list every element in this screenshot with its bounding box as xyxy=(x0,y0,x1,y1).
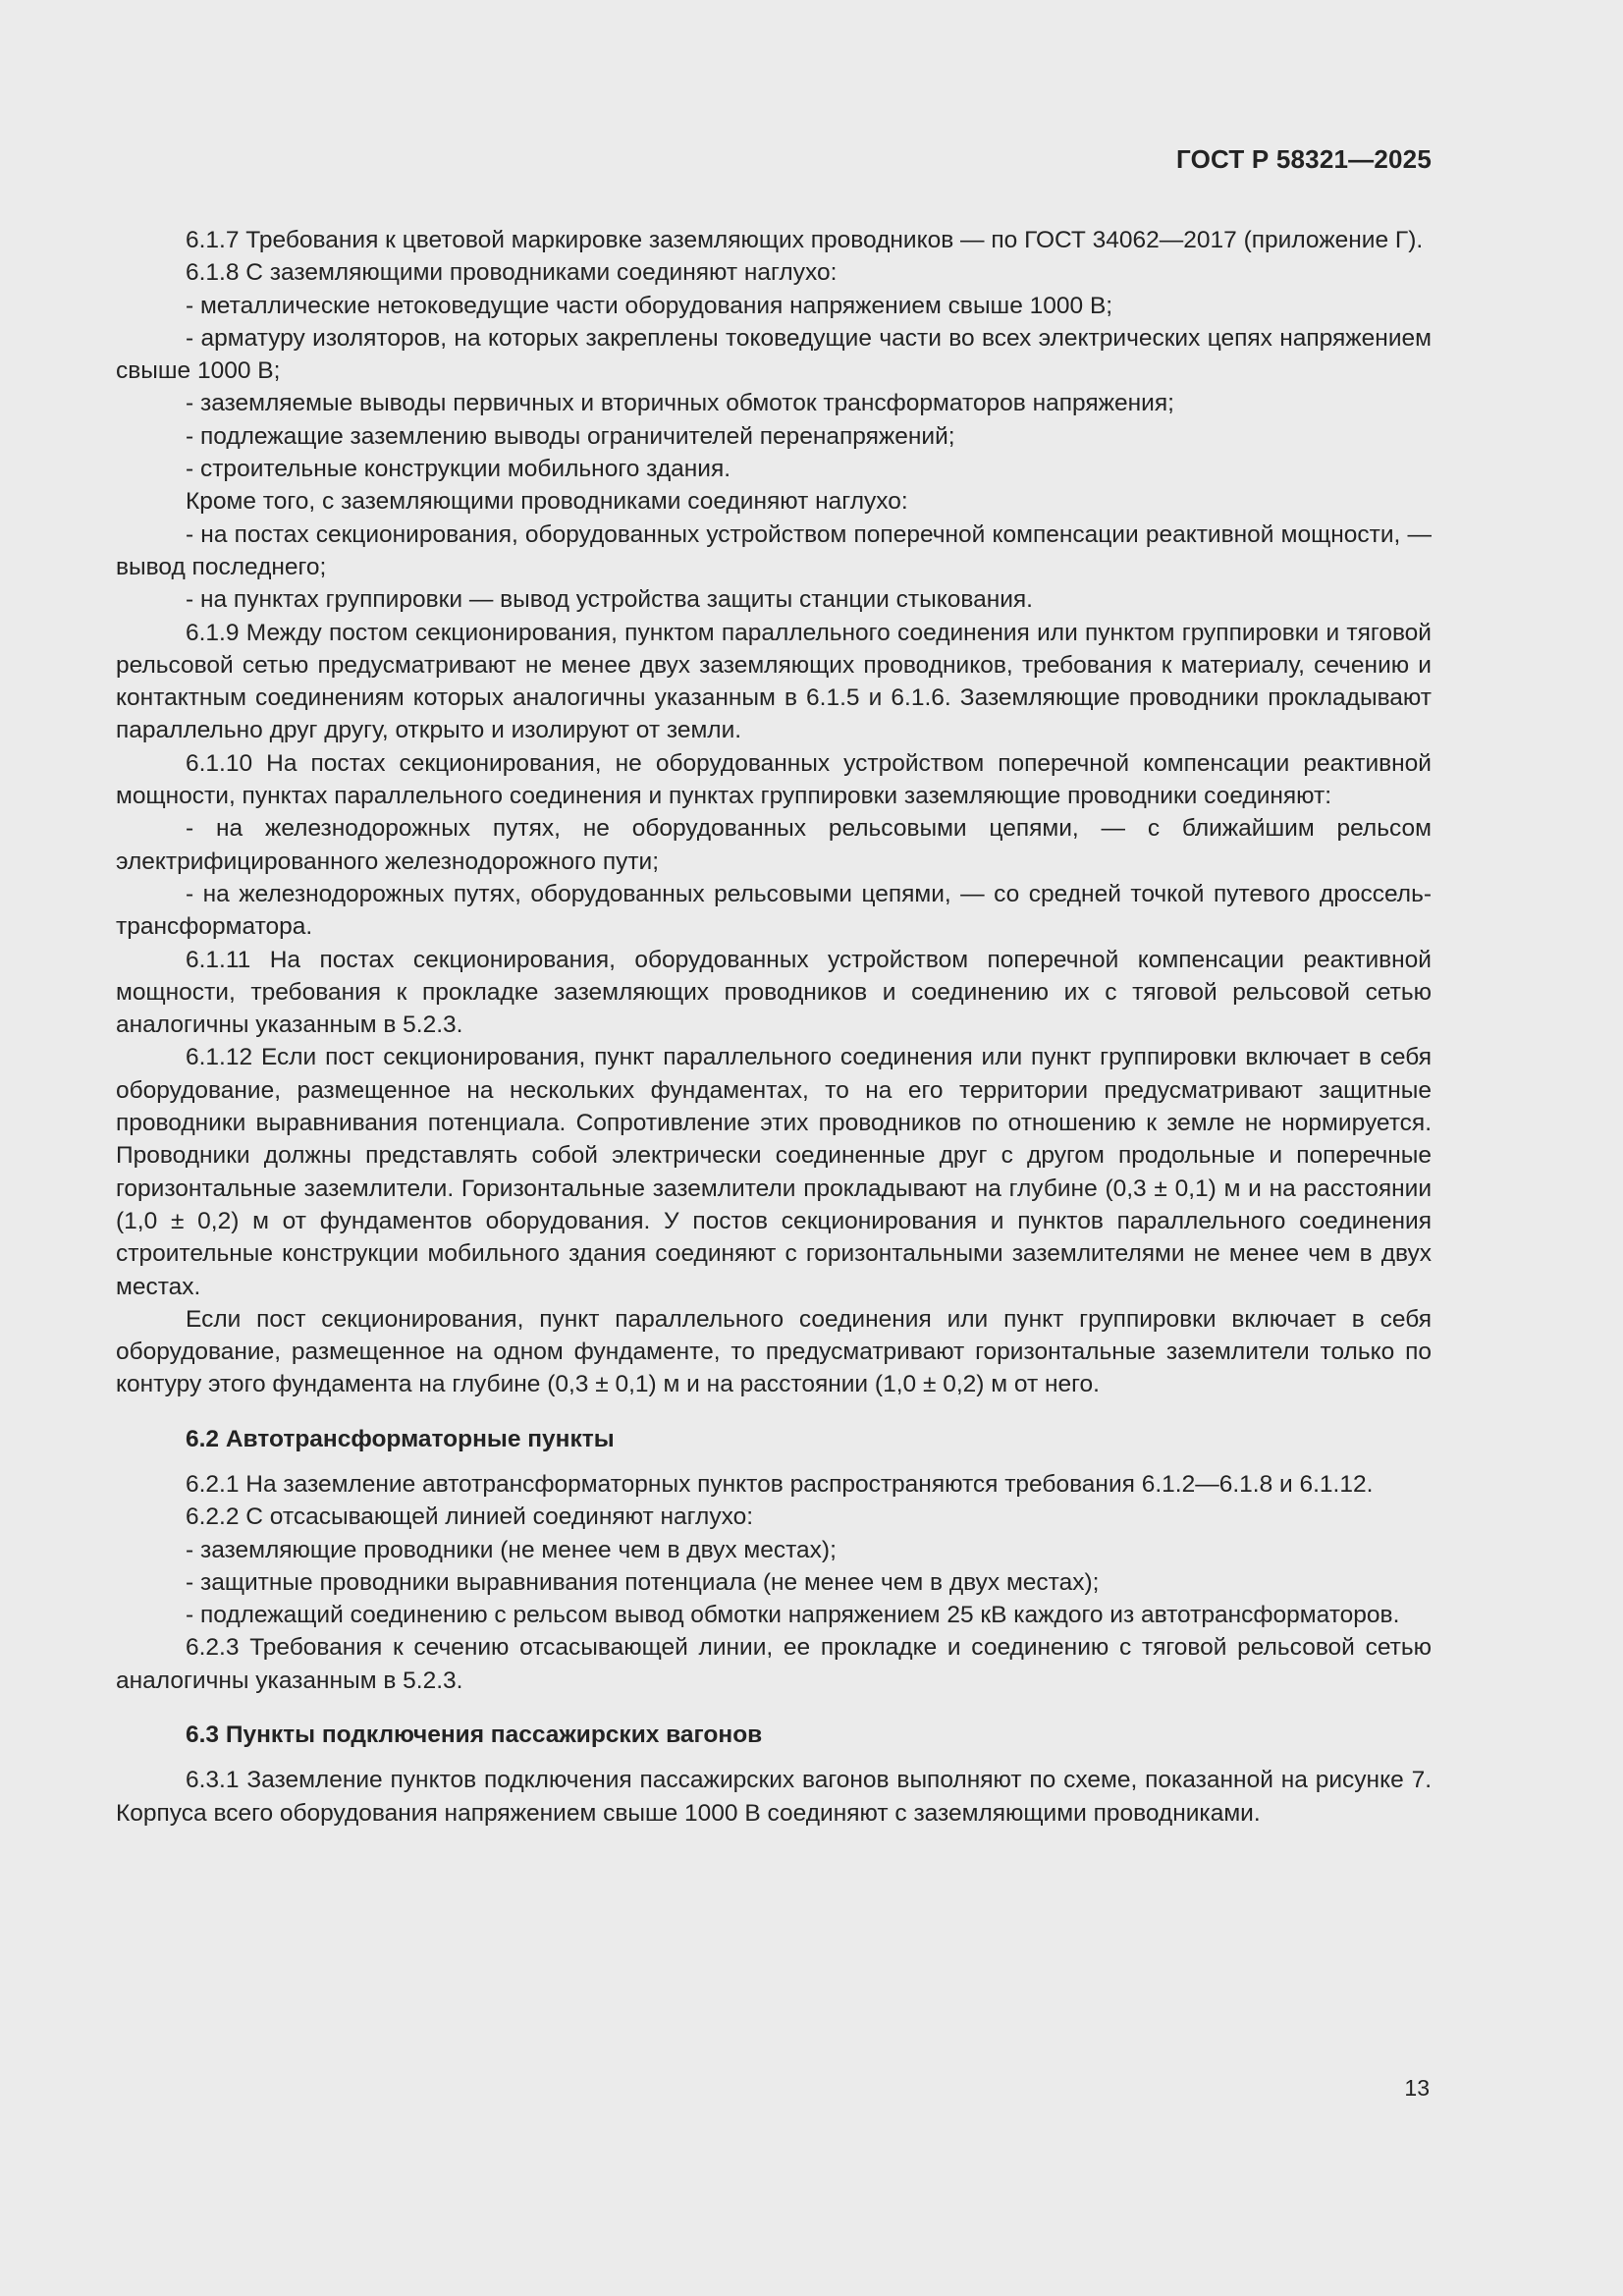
body-paragraph: 6.1.10 На постах секционирования, не оборудованных устройством поперечной компенсации реактивной мощности, пунктах параллельного соединения и пунктах группировки заземляющие проводники соединяют: xyxy=(116,749,1432,810)
body-paragraph: 6.2.1 На заземление автотрансформаторных пунктов распространяются требования 6.1.2—6.1.8 и 6.1.12. xyxy=(186,1470,1374,1498)
body-paragraph: - подлежащий соединению с рельсом вывод обмотки напряжением 25 кВ каждого из автотрансформаторов. xyxy=(186,1602,1400,1629)
body-paragraph: - металлические нетоковедущие части оборудования напряжением свыше 1000 В; xyxy=(186,292,1113,319)
document-header: ГОСТ Р 58321—2025 xyxy=(1176,144,1432,174)
body-paragraph: 6.1.12 Если пост секционирования, пункт параллельного соединения или пункт группировки включает в себя оборудование, размещенное на нескольких фундаментах, то на его территории предусматривают защитные проводники выравнивания потенциала. Сопротивление этих проводников по отношению к земле не нормируется. Проводники должны представлять собой электрически соединенные друг с другом продольные и поперечные горизонтальные заземлители. Горизонтальные заземлители прокладывают на глубине (0,3 ± 0,1) м и на расстоянии (1,0 ± 0,2) м от фундаментов оборудования. У постов секционирования и пунктов параллельного соединения строительные конструкции мобильного здания соединяют с горизонтальными заземлителями не менее чем в двух местах. xyxy=(116,1044,1432,1300)
body-paragraph: - подлежащие заземлению выводы ограничителей перенапряжений; xyxy=(186,422,955,450)
body-paragraph: 6.1.9 Между постом секционирования, пунктом параллельного соединения или пунктом группировки и тяговой рельсовой сетью предусматривают не менее двух заземляющих проводников, требования к материалу, сечению и контактным соединениям которых аналогичны указанным в 6.1.5 и 6.1.6. Заземляющие проводники прокладывают параллельно друг другу, открыто и изолируют от земли. xyxy=(116,619,1432,744)
body-paragraph: - на железнодорожных путях, не оборудованных рельсовыми цепями, — с ближайшим рельсом электрифицированного железнодорожного пути; xyxy=(116,815,1432,875)
section-heading: 6.2 Автотрансформаторные пункты xyxy=(186,1425,615,1452)
body-paragraph: 6.1.8 С заземляющими проводниками соединяют наглухо: xyxy=(186,259,838,287)
section-heading: 6.3 Пункты подключения пассажирских вагонов xyxy=(186,1722,763,1749)
body-paragraph: Если пост секционирования, пункт параллельного соединения или пункт группировки включает в себя оборудование, размещенное на одном фундаменте, то предусматривают горизонтальные заземлители только по контуру этого фундамента на глубине (0,3 ± 0,1) м и на расстоянии (1,0 ± 0,2) м от него. xyxy=(116,1305,1432,1398)
body-paragraph: - защитные проводники выравнивания потенциала (не менее чем в двух местах); xyxy=(186,1568,1100,1596)
body-paragraph: 6.1.11 На постах секционирования, оборудованных устройством поперечной компенсации реактивной мощности, требования к прокладке заземляющих проводников и соединению их с тяговой рельсовой сетью аналогичны указанным в 5.2.3. xyxy=(116,946,1432,1039)
page-number: 13 xyxy=(1404,2075,1430,2101)
body-paragraph: - строительные конструкции мобильного здания. xyxy=(186,456,731,483)
body-paragraph: 6.3.1 Заземление пунктов подключения пассажирских вагонов выполняют по схеме, показанной на рисунке 7. Корпуса всего оборудования напряжением свыше 1000 В соединяют с заземляющими проводниками. xyxy=(116,1767,1432,1827)
document-body xyxy=(116,224,1432,1830)
body-paragraph: - заземляемые выводы первичных и вторичных обмоток трансформаторов напряжения; xyxy=(186,390,1174,417)
body-paragraph: - арматуру изоляторов, на которых закреплены токоведущие части во всех электрических цепях напряжением свыше 1000 В; xyxy=(116,324,1432,385)
body-paragraph: - на постах секционирования, оборудованных устройством поперечной компенсации реактивной мощности, — вывод последнего; xyxy=(116,520,1432,580)
body-paragraph: 6.1.7 Требования к цветовой маркировке заземляющих проводников — по ГОСТ 34062—2017 (приложение Г). xyxy=(186,227,1424,253)
body-paragraph: - на пунктах группировки — вывод устройства защиты станции стыкования. xyxy=(186,586,1033,614)
body-paragraph: Кроме того, с заземляющими проводниками соединяют наглухо: xyxy=(186,488,908,516)
body-paragraph: 6.2.2 С отсасывающей линией соединяют наглухо: xyxy=(186,1503,754,1531)
body-paragraph: 6.2.3 Требования к сечению отсасывающей линии, ее прокладке и соединению с тяговой рельсовой сетью аналогичны указанным в 5.2.3. xyxy=(116,1634,1432,1694)
body-paragraph: - на железнодорожных путях, оборудованных рельсовыми цепями, — со средней точкой путевого дроссель-трансформатора. xyxy=(116,880,1432,941)
body-paragraph: - заземляющие проводники (не менее чем в двух местах); xyxy=(186,1536,837,1563)
